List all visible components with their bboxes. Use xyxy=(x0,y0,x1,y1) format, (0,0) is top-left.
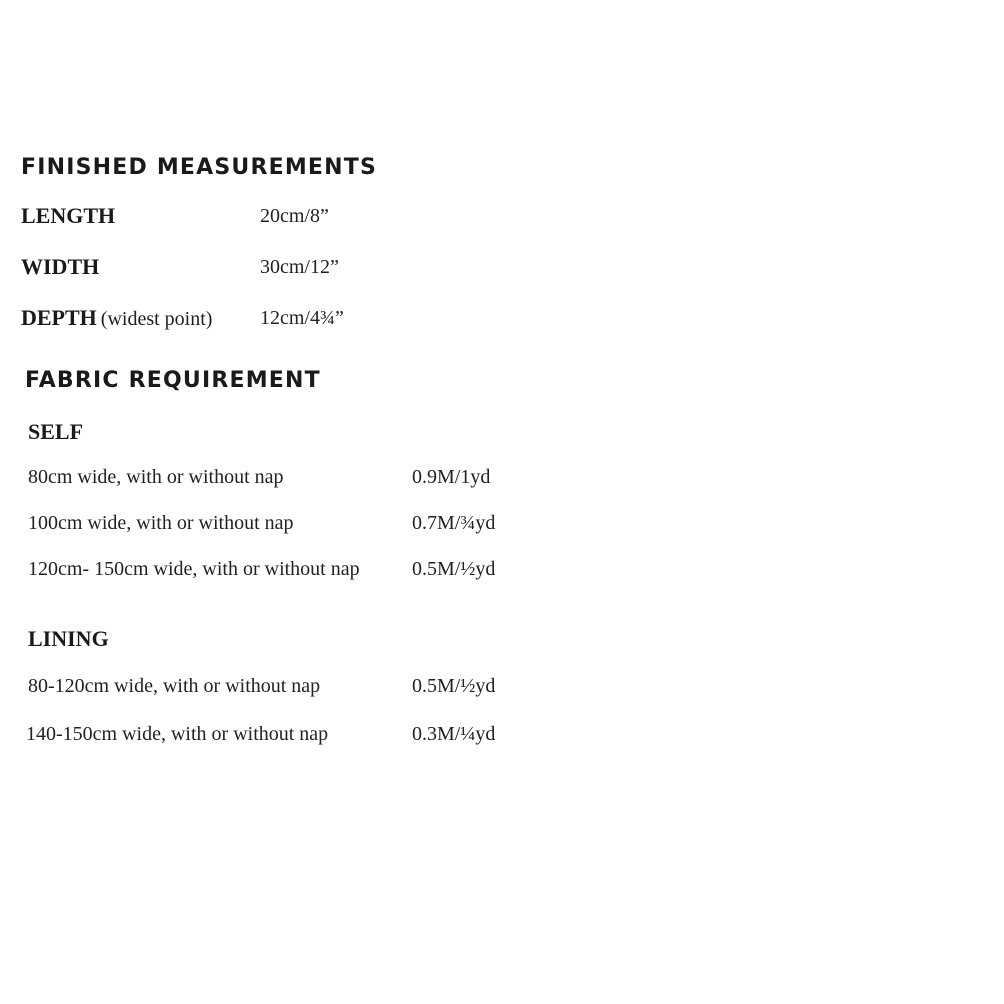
depth-value: 12cm/4¾” xyxy=(260,307,344,329)
self-row-3-amount: 0.5M/½yd xyxy=(412,558,496,580)
lining-row-2-description: 140-150cm wide, with or without nap xyxy=(26,723,329,745)
lining-row-1-amount: 0.5M/½yd xyxy=(412,675,496,697)
finished-measurements-heading: FINISHED MEASUREMENTS xyxy=(21,155,378,180)
length-value: 20cm/8” xyxy=(260,205,329,227)
self-row-1-amount: 0.9M/1yd xyxy=(412,466,491,488)
depth-label: DEPTH xyxy=(21,305,97,330)
length-label: LENGTH xyxy=(21,203,116,228)
self-heading: SELF xyxy=(28,419,84,444)
fabric-requirement-heading: FABRIC REQUIREMENT xyxy=(25,368,321,393)
self-row-1-description: 80cm wide, with or without nap xyxy=(28,466,284,488)
self-row-3-description: 120cm- 150cm wide, with or without nap xyxy=(28,558,360,580)
lining-heading: LINING xyxy=(28,626,109,651)
width-value: 30cm/12” xyxy=(260,256,339,278)
lining-row-1-description: 80-120cm wide, with or without nap xyxy=(28,675,321,697)
width-label: WIDTH xyxy=(21,254,100,279)
lining-row-2-amount: 0.3M/¼yd xyxy=(412,723,496,745)
self-row-2-description: 100cm wide, with or without nap xyxy=(28,512,294,534)
depth-label-group xyxy=(21,305,212,331)
depth-note: (widest point) xyxy=(100,308,213,330)
self-row-2-amount: 0.7M/¾yd xyxy=(412,512,496,534)
